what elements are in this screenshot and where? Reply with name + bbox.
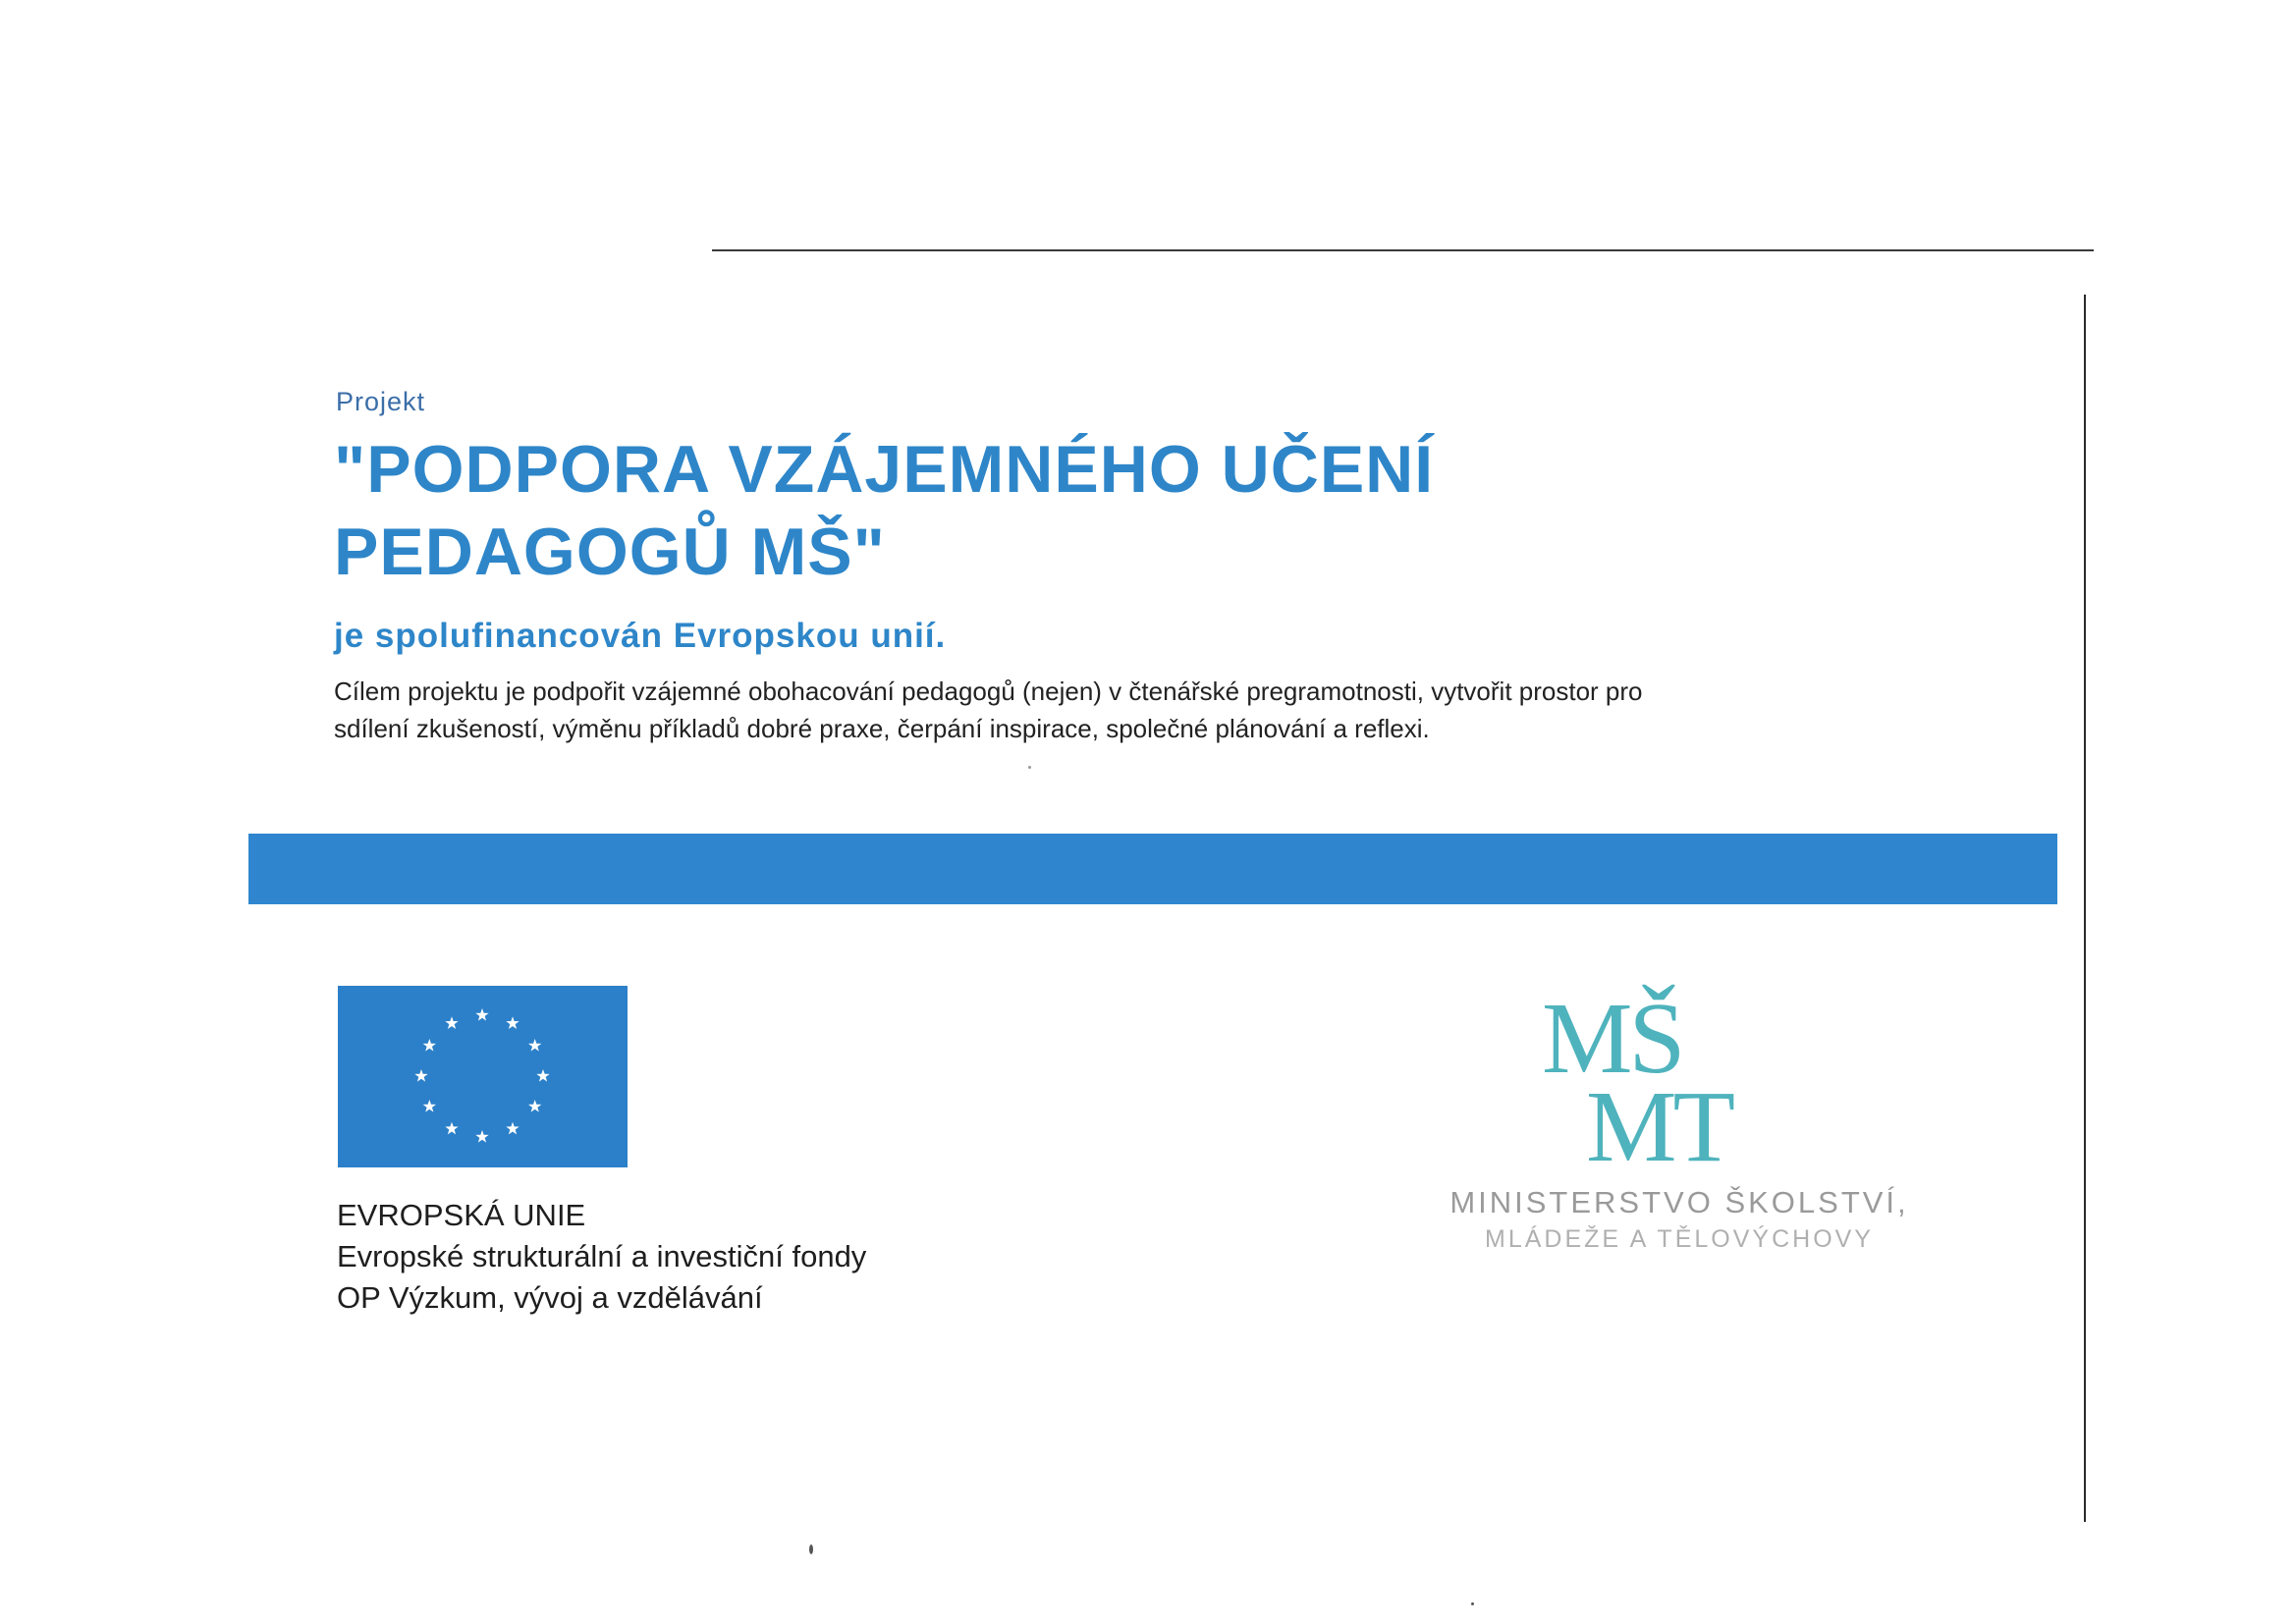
eu-line-2: Evropské strukturální a investiční fondy <box>337 1239 867 1273</box>
eu-line-1: EVROPSKÁ UNIE <box>337 1198 586 1232</box>
scan-speck <box>1028 766 1031 769</box>
eu-star-icon <box>445 1122 458 1135</box>
msmt-letters-top: MŠ <box>1542 982 1682 1095</box>
eu-star-icon <box>423 1100 436 1112</box>
scan-edge-right <box>2084 295 2086 1522</box>
project-title-line-2: PEDAGOGŮ MŠ" <box>334 514 886 589</box>
msmt-logo-mark <box>1542 982 1733 1183</box>
eu-flag-icon <box>338 986 628 1167</box>
eu-line-3: OP Výzkum, vývoj a vzdělávání <box>337 1280 763 1315</box>
scan-edge-top <box>712 249 2094 251</box>
project-title <box>334 428 1709 593</box>
cofinancing-statement: je spolufinancován Evropskou unií. <box>334 617 947 655</box>
eu-star-icon <box>445 1016 458 1029</box>
eu-star-icon <box>414 1069 427 1082</box>
description-line-1: Cílem projektu je podpořit vzájemné obohacování pedagogů (nejen) v čtenářské pregramotnosti, vytvořit prostor pro <box>334 677 1643 706</box>
eu-star-icon <box>506 1122 519 1135</box>
eu-star-icon <box>423 1039 436 1052</box>
msmt-name-line-2: MLÁDEŽE A TĚLOVÝCHOVY <box>1485 1225 1874 1253</box>
eu-star-icon <box>528 1039 541 1052</box>
description-line-2: sdílení zkušeností, výměnu příkladů dobré praxe, čerpání inspirace, společné plánování a reflexi. <box>334 714 1430 743</box>
project-description <box>334 673 1944 747</box>
eu-star-icon <box>475 1130 488 1143</box>
scan-speck <box>809 1544 813 1554</box>
project-title-line-1: "PODPORA VZÁJEMNÉHO UČENÍ <box>334 432 1435 507</box>
eu-text-block <box>337 1195 866 1319</box>
eu-star-icon <box>528 1100 541 1112</box>
msmt-name-line-1: MINISTERSTVO ŠKOLSTVÍ, <box>1449 1185 1909 1219</box>
eu-star-icon <box>536 1069 549 1082</box>
scan-speck <box>1471 1602 1474 1605</box>
blue-divider-band <box>248 834 2057 904</box>
project-label: Projekt <box>336 387 426 416</box>
msmt-logo-icon <box>1375 982 1984 1276</box>
eu-star-icon <box>506 1016 519 1029</box>
eu-star-icon <box>475 1008 488 1021</box>
msmt-letters-bottom: MT <box>1586 1070 1731 1183</box>
